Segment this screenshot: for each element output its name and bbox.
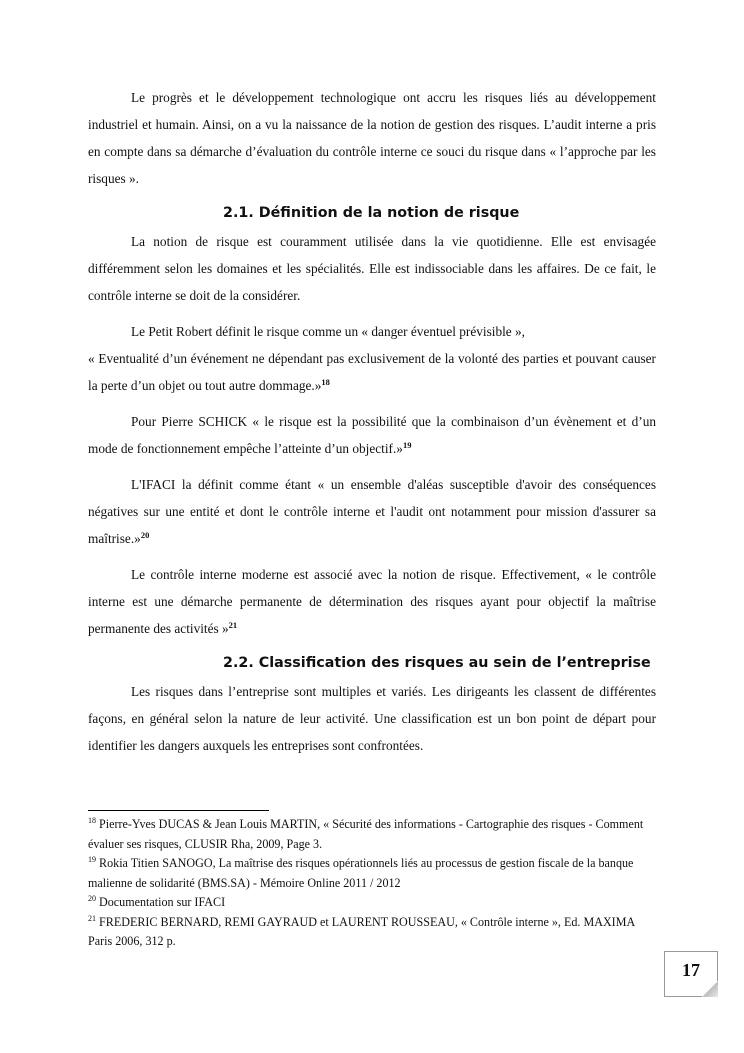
footnote-number: 19 [88,855,96,864]
page-number: 17 [682,960,700,980]
definition-paragraph-2b [88,345,656,399]
footnote-text: Documentation sur IFACI [99,895,226,909]
footnotes [88,815,660,952]
footnote-20 [88,893,660,913]
section-heading-2-1: 2.1. Définition de la notion de risque [223,205,520,221]
footnote-number: 20 [88,894,96,903]
footnote-18 [88,815,660,854]
footnote-separator [88,810,269,811]
definition-text-3: Pour Pierre SCHICK « le risque est la possibilité que la combinaison d’un évènement et d’un mode de fonctionnement empêche l’atteinte d’un objectif.» [88,414,656,456]
definition-text-2b: « Eventualité d’un événement ne dépendant pas exclusivement de la volonté des parties et pouvant causer la perte d’un objet ou tout autre dommage.» [88,351,656,393]
intro-paragraph: Le progrès et le développement technologique ont accru les risques liés au développement industriel et humain. Ainsi, on a vu la naissance de la notion de gestion des risques. L’audit interne a pris en compte dans sa démarche d’évaluation du contrôle interne ce souci du risque dans « l’approche par les risques ». [88,90,656,186]
footnote-number: 18 [88,816,96,825]
footnote-number: 21 [88,913,96,923]
definition-text-4: L'IFACI la définit comme étant « un ensemble d'aléas susceptible d'avoir des conséquences négatives sur une entité et dont le contrôle interne et l'audit ont notamment pour mission d'assurer sa maîtrise.» [88,477,656,546]
definition-text-5: Le contrôle interne moderne est associé avec la notion de risque. Effectivement, « le contrôle interne est une démarche permanente de détermination des risques ayant pour objectif la maîtrise permanente des activités » [88,567,656,636]
definition-paragraph-5 [88,561,656,642]
footnote-ref-20[interactable]: 20 [140,530,150,540]
page-curl-icon [702,981,718,997]
footnote-text: FREDERIC BERNARD, REMI GAYRAUD et LAURENT ROUSSEAU, « Contrôle interne », Ed. MAXIMA Paris 2006, 312 p. [88,914,635,948]
footnote-text: Pierre-Yves DUCAS & Jean Louis MARTIN, « Sécurité des informations - Cartographie des risques - Comment évaluer ses risques, CLUSIR Rha, 2009, Page 3. [88,817,644,851]
footnote-ref-18[interactable]: 18 [321,377,330,387]
definition-paragraph-2a: Le Petit Robert définit le risque comme un « danger éventuel prévisible », [131,324,525,339]
footnote-19 [88,854,660,893]
footnote-ref-21[interactable]: 21 [228,620,238,630]
definition-paragraph-3 [88,408,656,462]
page-body [88,84,656,759]
footnote-text: Rokia Titien SANOGO, La maîtrise des risques opérationnels liés au processus de gestion fiscale de la banque malienne de solidarité (BMS.SA) - Mémoire Online 2011 / 2012 [88,856,634,890]
footnote-21 [88,913,660,952]
section-heading-2-2: 2.2. Classification des risques au sein de l’entreprise [223,655,651,671]
classification-paragraph-1: Les risques dans l’entreprise sont multiples et variés. Les dirigeants les classent de différentes façons, en général selon la nature de leur activité. Une classification est un bon point de départ pour identifier les dangers auxquels les entreprises sont confrontées. [88,684,656,753]
footnote-ref-19[interactable]: 19 [402,440,412,450]
definition-paragraph-4 [88,471,656,552]
definition-paragraph-1: La notion de risque est couramment utilisée dans la vie quotidienne. Elle est envisagée différemment selon les domaines et les spécialités. Elle est indissociable dans les affaires. De ce fait, le contrôle interne se doit de la considérer. [88,234,656,303]
page-number-box [664,951,718,997]
